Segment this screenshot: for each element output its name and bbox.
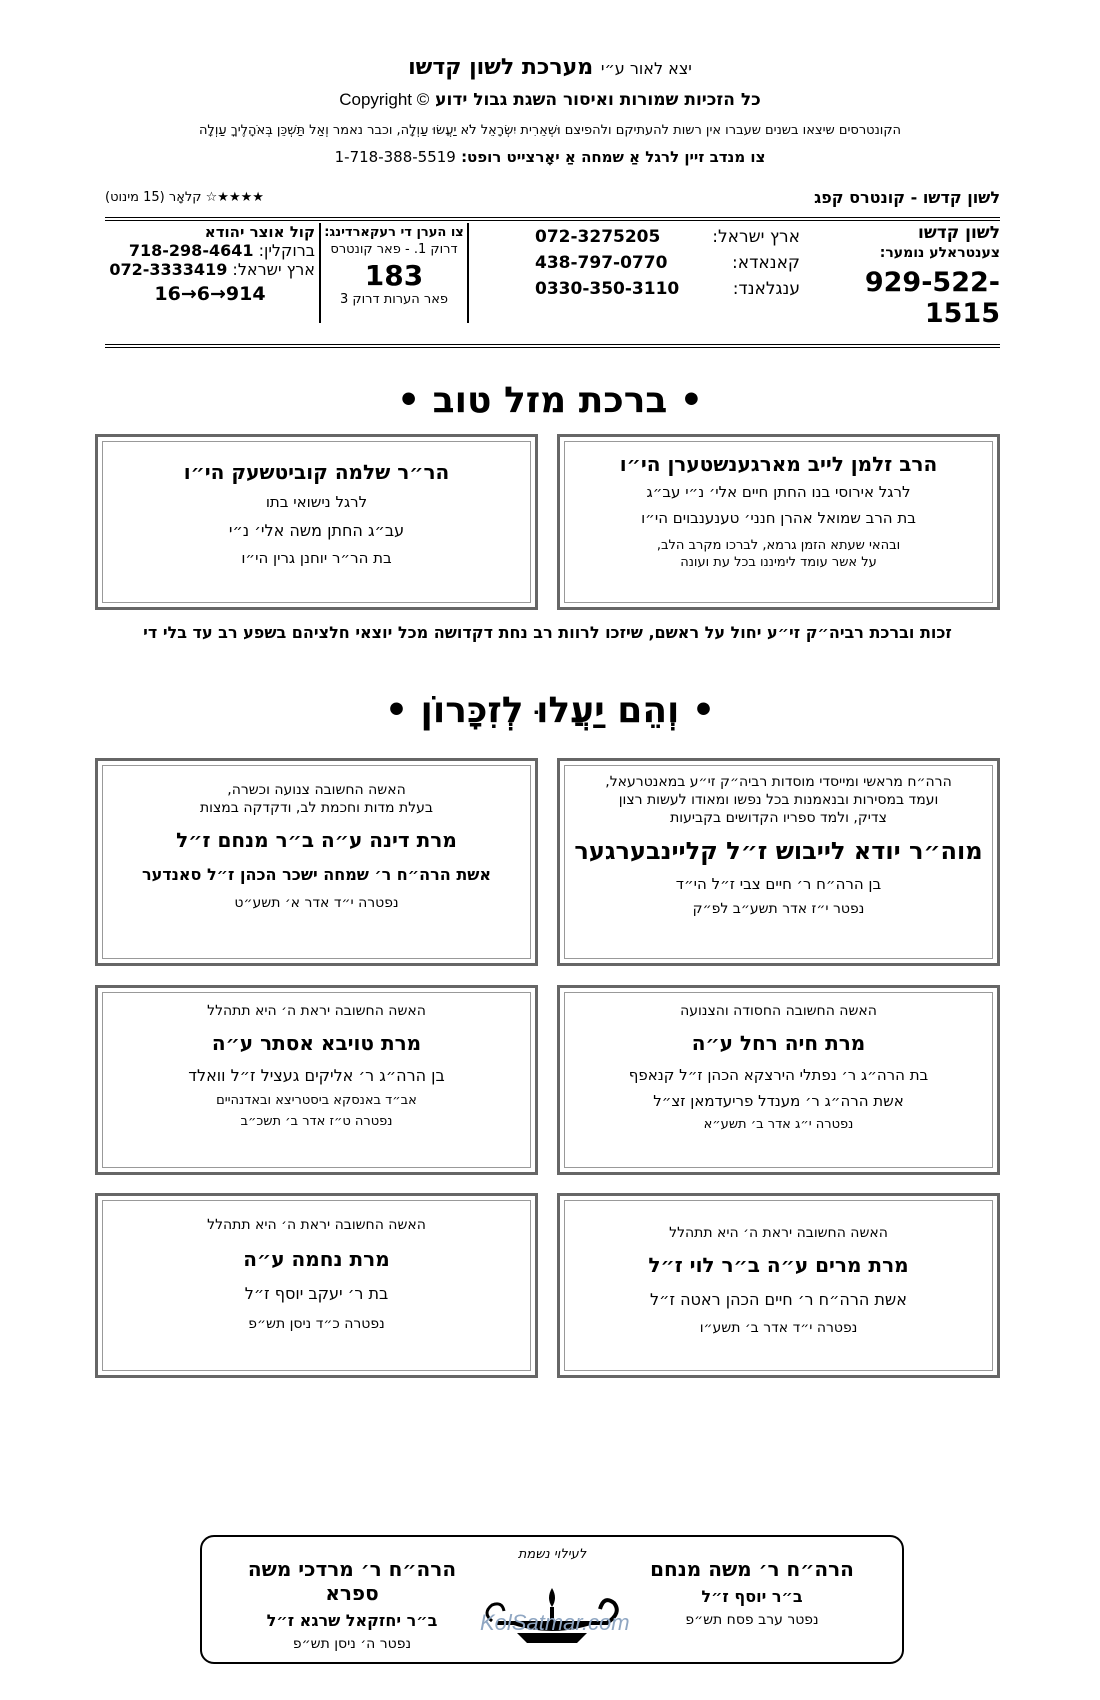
donate-phone: 1-718-388-5519 [334,148,456,166]
memorial-line: האשה החשובה החסודה והצנועה [680,1003,877,1019]
date-line: נפטרה י״ד אדר ב׳ תשע״ו [699,1319,858,1336]
region-label: ענגלאנד: [732,279,800,299]
watermark: KolSatmar.com [480,1610,630,1635]
blessing-line: על אשר עומד לימיננו בכל עת ועונה [680,554,877,570]
date-line: נפטרה י״ג אדר ב׳ תשע״א [703,1117,854,1133]
date-line: נפטרה י״ד אדר א׳ תשע״ט [234,895,399,912]
spouse-line: אשת הרה״ח ר׳ שמחה ישכר הכהן ז״ל סאנדער [141,865,492,885]
kol-otzar-info [105,223,315,323]
deceased-name: מוה״ר יודא לייבוש ז״ל קליינבערגער [574,836,983,865]
region-row-canada [535,253,800,279]
divider-top [105,217,1000,218]
region-label: קאנאדא: [732,253,800,273]
honoree-name: הר״ר שלמה קוביטשעק הי״ו [183,460,450,484]
divider-bottom-2 [105,347,1000,348]
memorial-line: הרה״ח מראשי ומייסדי מוסדות רביה״ק זי״ע במאנטרעאל, [605,774,952,790]
kol-row-brooklyn [105,241,315,260]
parent-line: בת הרה״ג ר׳ נפתלי הירצקא הכהן ז״ל קנאפף [628,1066,929,1085]
footer-center-text: לעילוי נשמת [517,1547,587,1562]
publisher-prefix: יצא לאור ע״י [600,59,692,78]
date-line: נפטרה ט״ז אדר ב׳ תשכ״ב [240,1113,393,1129]
memorial-line: ועמד במסירות ובנאמנות בכל נפשו ומאודו לעשות רצון [618,792,939,809]
region-number[interactable]: 0330-350-3110 [535,279,680,299]
deceased-name: מרת מרים ע״ה ב״ר לוי ז״ל [648,1253,909,1278]
publisher-name: מערכת לשון קדשו [408,55,594,80]
footer-name: הרה״ח ר׳ משה מנחם [650,1557,854,1581]
memorial-box-2 [95,758,538,966]
copy-warning: הקונטרסים שיצאו בשנים שעברו אין רשות להעתיקם ולהפיצם וּשְׁאֵרִית יִשְׂרָאֵל לֹא יַעֲשׂוּ עַוְלָה, וכבר נאמר וְאַל תַּשְׁכֵּן בְּאֹהָלֶיךָ עַוְלָה [198,123,902,138]
donate-line [0,148,1100,166]
deceased-name: מרת נחמה ע״ה [243,1247,390,1272]
footer-date: נפטר ה׳ ניסן תש״פ [292,1636,412,1652]
footer-memorial [200,1535,904,1664]
divider-top-2 [105,220,1000,221]
memorial-box-5 [557,1193,1000,1378]
memorial-line: האשה החשובה יראת ה׳ היא תתהלל [207,1003,426,1019]
family-line: בת הרב שמואל אהרן חנני׳ טענענבוים הי״ו [641,508,916,527]
copyright-mark: Copyright © [339,90,430,109]
memorial-box-6 [95,1193,538,1378]
spouse-line: אשת הרה״ג ר׳ מענדל פריעדמאן זצ״ל [653,1091,904,1110]
candle-emblem [472,1543,632,1653]
memorial-line: האשה החשובה צנועה וכשרה, [227,782,406,798]
region-number[interactable]: 438-797-0770 [535,253,668,273]
regional-numbers [535,227,800,327]
kol-label: ברוקלין: [258,241,315,260]
kol-title: קול אוצר יהודא [204,223,315,241]
kol-label: ארץ ישראל: [232,260,315,279]
booklet-title: לשון קדשו - קונטרס קפג [814,188,1000,207]
subheader [105,188,1000,212]
mazel-tov-box-1 [557,434,1000,610]
occasion-line: לרגל אירוסי בנו החתן חיים אלי׳ נ״י עב״ג [646,483,911,501]
region-row-england [535,279,800,305]
recording-instructions: דרוק 1. - פאר קונטרס [330,242,458,257]
mazel-tov-box-2 [95,434,538,610]
footer-date: נפטר ערב פסח תש״פ [685,1612,819,1628]
central-hotline [815,223,1000,329]
family-line: בת הר״ר יוחנן גרין הי״ו [241,549,392,568]
memorial-heading: • וְהֵם יַעֲלוּ לְזִכָּרוֹן • [385,690,715,731]
deceased-name: מרת דינה ע״ה ב״ר מנחם ז״ל [176,828,457,853]
recording-info [319,223,469,323]
publisher-line [0,55,1100,80]
difficulty-rating: ★★★★☆ קלאָר (15 מינוט) [105,190,264,205]
rights-text: כל הזכיות שמורות ואיסור השגת גבול ידוע [435,90,761,110]
region-label: ארץ ישראל: [712,227,800,247]
hotline-subtitle: צענטראלע נומער: [879,245,1000,261]
footer-left-dedication [222,1557,482,1652]
footer-parent: ב״ר יוסף ז״ל [701,1587,803,1606]
date-line: נפטרה כ״ד ניסן תש״פ [248,1315,385,1332]
hotline-title: לשון קדשו [917,223,1000,243]
blessing-line: ובהאי שעתא הזמן גרמא, לברכו מקרב הלב, [656,538,901,553]
date-line: נפטר י״ז אדר תשע״ב לפ״ק [692,901,865,918]
memorial-box-3 [557,985,1000,1175]
occasion-line: לרגל נישואי בתו [265,493,368,511]
honoree-name: הרב זלמן לייב מארגענשטערן הי״ו [619,452,938,476]
deceased-name: מרת חיה רחל ע״ה [691,1031,866,1056]
footer-name: הרה״ח ר׳ מרדכי משה ספרא [247,1557,457,1605]
copyright-line [0,90,1100,110]
parent-line: בת ר׳ יעקב יוסף ז״ל [244,1284,389,1304]
memorial-line: צדיק, ולמד ספריו הקדושים בקביעות [670,810,887,827]
kol-number[interactable]: 072-3333419 [109,260,228,279]
donate-text: צו מנדב זיין לרגל אַ שמחה אַ יאָרצייט רופט: [461,148,766,166]
spouse-line: אשת הרה״ח ר׳ חיים הכהן ראטה ז״ל [650,1290,907,1310]
region-number[interactable]: 072-3275205 [535,227,661,247]
memorial-line: האשה החשובה יראת ה׳ היא תתהלל [669,1225,888,1241]
blessing-footer: זכות וברכת רביה״ק זי״ע יחול על ראשם, שיזכו לרוות רב נחת דקדושה מכל יוצאי חלציהם בשפע רב עד בלי די [143,623,952,642]
mazel-tov-heading: • ברכת מזל טוב • [397,380,703,421]
parent-line: בן הרה״ג ר׳ אליקים געציל ז״ל וואלד [188,1066,445,1086]
region-row-israel [535,227,800,253]
title-line: אב״ד באנסקא ביסטריצא ובאדנהיים [216,1092,417,1108]
memorial-box-1 [557,758,1000,966]
recording-notes: פאר הערות דרוק 3 [339,292,449,307]
divider-bottom [105,344,1000,345]
kol-dial-sequence: 16→6→914 [154,283,266,305]
footer-parent: ב״ר יחזקאל שרגא ז״ל [266,1611,438,1630]
deceased-name: מרת טויבא אסתר ע״ה [211,1031,422,1056]
recording-title: צו הערן די רעקארדינג: [324,225,464,240]
parent-line: בן הרה״ח ר׳ חיים צבי ז״ל הי״ד [675,874,882,893]
hotline-number[interactable]: 929-522-1515 [864,267,1000,329]
footer-right-dedication [622,1557,882,1628]
kol-row-israel [105,260,315,279]
kol-number[interactable]: 718-298-4641 [128,241,254,260]
memorial-line: בעלת מדות וחכמת לב, ודקדקה במצות [199,800,434,817]
recording-number: 183 [364,259,424,292]
memorial-box-4 [95,985,538,1175]
memorial-line: האשה החשובה יראת ה׳ היא תתהלל [207,1217,426,1233]
family-line: עב״ג החתן משה אלי׳ נ״י [228,520,405,540]
contact-bar [105,223,1000,343]
